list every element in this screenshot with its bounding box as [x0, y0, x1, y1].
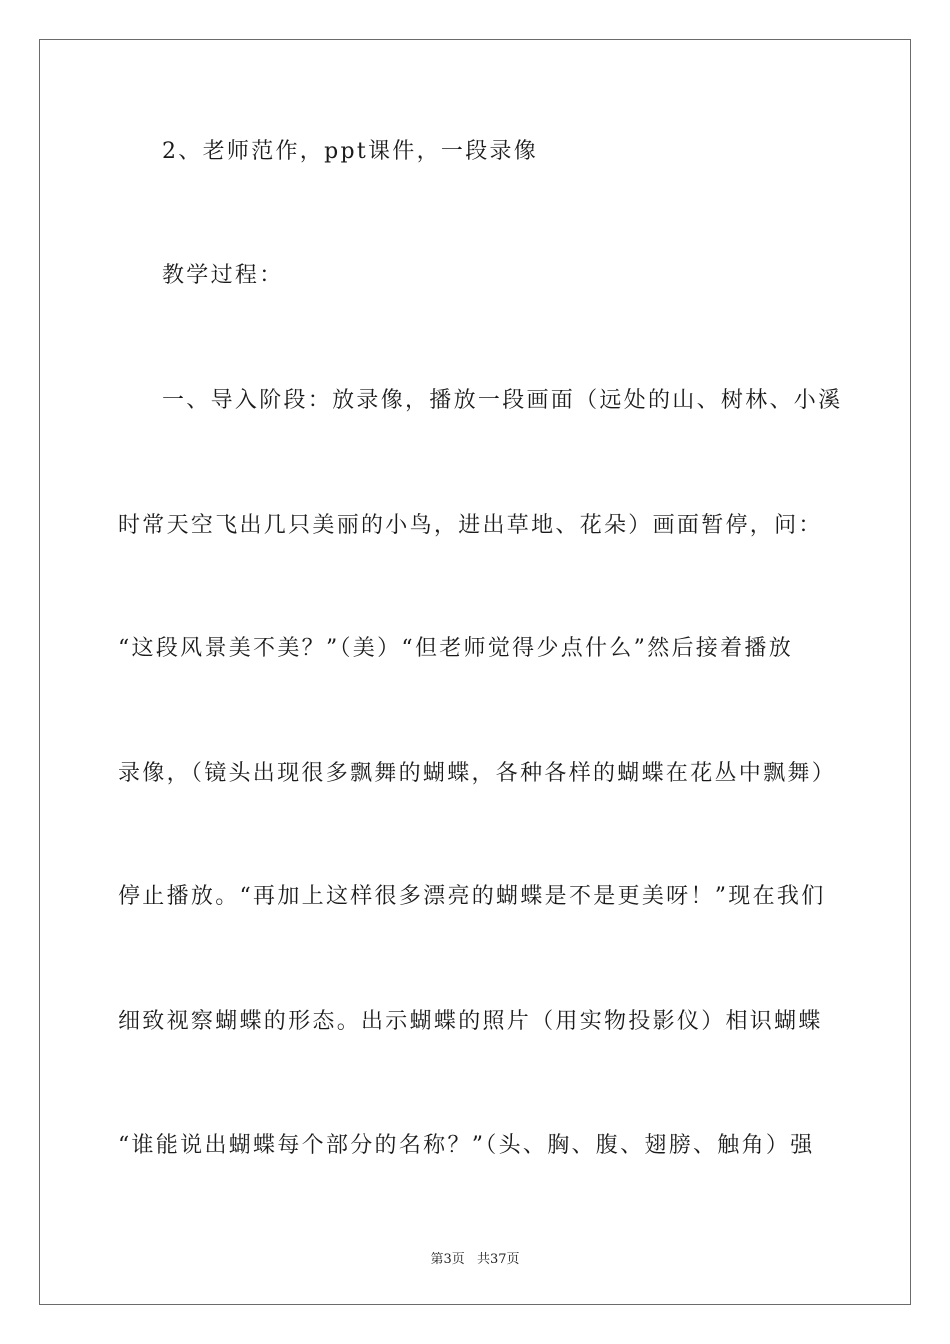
page-total: 共37页 [476, 1252, 520, 1267]
text-line: 停止播放。“再加上这样很多漂亮的蝴蝶是不是更美呀！”现在我们 [118, 884, 826, 909]
text-line: 细致视察蝴蝶的形态。出示蝴蝶的照片（用实物投影仪）相识蝴蝶 [118, 1009, 823, 1034]
text-line: “谁能说出蝴蝶每个部分的名称？”（头、胸、腹、翅膀、触角）强 [118, 1133, 815, 1158]
text-line-process-heading: 教学过程： [162, 263, 284, 288]
text-line-materials: 2、老师范作，ppt课件，一段录像 [162, 139, 539, 164]
text-line: 录像，（镜头出现很多飘舞的蝴蝶，各种各样的蝴蝶在花丛中飘舞） [118, 761, 837, 786]
page-border [39, 39, 911, 1305]
text-line: 时常天空飞出几只美丽的小鸟，进出草地、花朵）画面暂停，问： [118, 513, 823, 538]
text-line-intro: 一、导入阶段：放录像，播放一段画面（远处的山、树林、小溪 [162, 388, 843, 413]
text-line: “这段风景美不美？”（美）“但老师觉得少点什么”然后接着播放 [118, 636, 793, 661]
page-number: 第3页 [430, 1252, 465, 1267]
page-footer [0, 1248, 950, 1267]
